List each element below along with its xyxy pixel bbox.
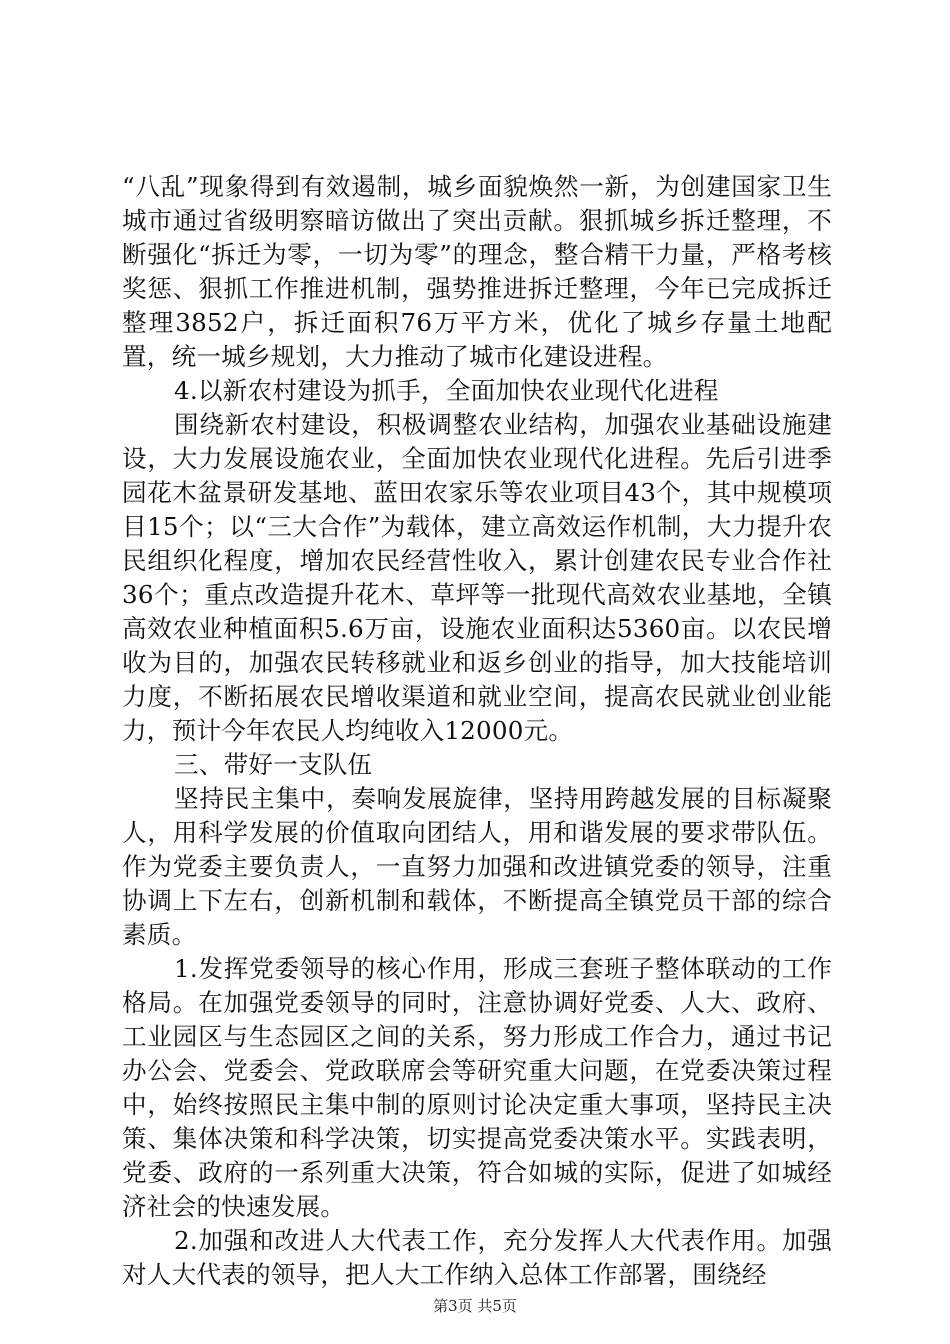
page-footer: 第3页 共5页 [433,1297,517,1315]
paragraph-3: 围绕新农村建设，积极调整农业结构，加强农业基础设施建设，大力发展设施农业，全面加快农业现代化进程。先后引进季园花木盆景研发基地、蓝田农家乐等农业项目43个，其中规模项目15个；以“三大合作”为载体，建立高效运作机制，大力提升农民组织化程度，增加农民经营性收入，累计创建农民专业合作社36个；重点改造提升花木、草坪等一批现代高效农业基地，全镇高效农业种植面积5.6万亩，设施农业面积达5360亩。以农民增收为目的，加强农民转移就业和返乡创业的指导，加大技能培训力度，不断拓展农民增收渠道和就业空间，提高农民就业创业能力，预计今年农民人均纯收入12000元。 [122,410,832,745]
paragraph-6: 1.发挥党委领导的核心作用，形成三套班子整体联动的工作格局。在加强党委领导的同时，注意协调好党委、人大、政府、工业园区与生态园区之间的关系，努力形成工作合力，通过书记办公会、党委会、党政联席会等研究重大问题，在党委决策过程中，始终按照民主集中制的原则讨论决定重大事项，坚持民主决策、集体决策和科学决策，切实提高党委决策水平。实践表明，党委、政府的一系列重大决策，符合如城的实际，促进了如城经济社会的快速发展。 [122,954,832,1221]
section-heading-three: 三、带好一支队伍 [174,750,373,779]
paragraph-7: 2.加强和改进人大代表工作，充分发挥人大代表作用。加强对人大代表的领导，把人大工作纳入总体工作部署，围绕经 [122,1226,832,1289]
paragraph-1: “八乱”现象得到有效遏制，城乡面貌焕然一新，为创建国家卫生城市通过省级明察暗访做出了突出贡献。狠抓城乡拆迁整理，不断强化“拆迁为零，一切为零”的理念，整合精干力量，严格考核奖惩、狠抓工作推进机制，强势推进拆迁整理，今年已完成拆迁整理3852户，拆迁面积76万平方米，优化了城乡存量土地配置，统一城乡规划，大力推动了城市化建设进程。 [122,172,832,371]
document-body [122,170,832,1292]
section-heading-4: 4.以新农村建设为抓手，全面加快农业现代化进程 [174,376,719,405]
paragraph-5: 坚持民主集中，奏响发展旋律，坚持用跨越发展的目标凝聚人，用科学发展的价值取向团结人，用和谐发展的要求带队伍。作为党委主要负责人，一直努力加强和改进镇党委的领导，注重协调上下左右，创新机制和载体，不断提高全镇党员干部的综合素质。 [122,784,832,949]
